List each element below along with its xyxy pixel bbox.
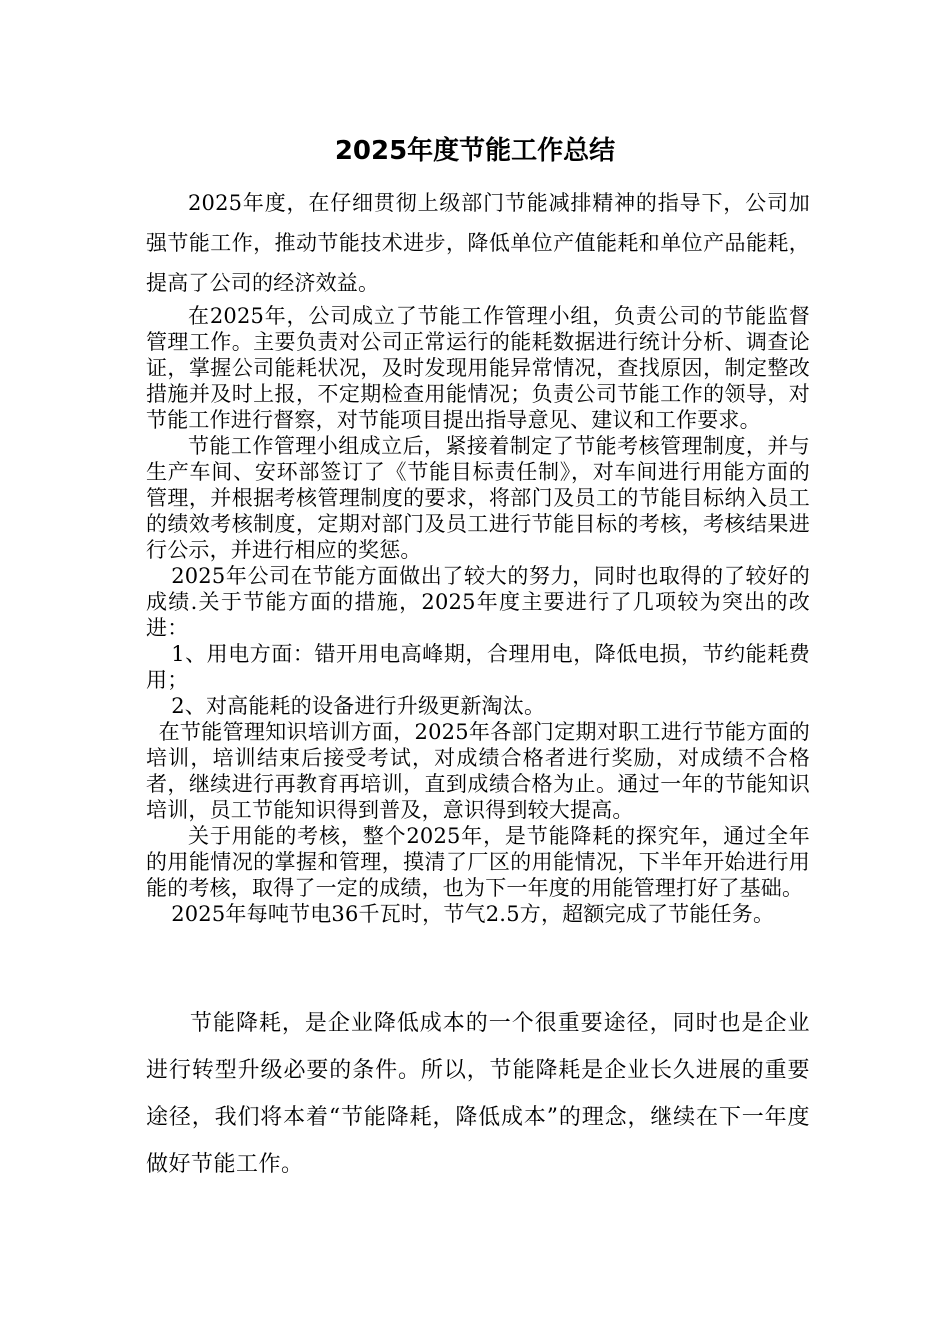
paragraph-results: 2025年每吨节电36千瓦时，节气2.5方，超额完成了节能任务。 <box>171 902 775 926</box>
document-body <box>146 183 810 927</box>
paragraph-energy-assessment: 关于用能的考核，整个2025年，是节能降耗的探究年，通过全年的用能情况的掌握和管理，摸清了厂区的用能情况，下半年开始进行用能的考核，取得了一定的成绩，也为下一年度的用能管理打好了基础。 <box>146 824 810 900</box>
paragraph-assessment-system: 节能工作管理小组成立后，紧接着制定了节能考核管理制度，并与生产车间、安环部签订了《节能目标责任制》，对车间进行用能方面的管理，并根据考核管理制度的要求，将部门及员工的节能目标纳入员工的绩效考核制度，定期对部门及员工进行节能目标的考核，考核结果进行公示，并进行相应的奖惩。 <box>146 434 810 562</box>
page-title: 2025年度节能工作总结 <box>334 136 616 166</box>
list-item-equipment: 2、对高能耗的设备进行升级更新淘汰。 <box>171 694 546 718</box>
paragraph-training: 在节能管理知识培训方面，2025年各部门定期对职工进行节能方面的培训，培训结束后接受考试，对成绩合格者进行奖励，对成绩不合格者，继续进行再教育再培训，直到成绩合格为止。通过一年的节能知识培训，员工节能知识得到普及，意识得到较大提高。 <box>146 720 810 822</box>
paragraph-closing: 节能降耗，是企业降低成本的一个很重要途径，同时也是企业进行转型升级必要的条件。所以，节能降耗是企业长久进展的重要途径，我们将本着“节能降耗，降低成本”的理念，继续在下一年度做好节能工作。 <box>146 1011 810 1177</box>
list-item-electricity: 1、用电方面：错开用电高峰期，合理用电，降低电损，节约能耗费用； <box>146 642 810 692</box>
paragraph-achievements: 2025年公司在节能方面做出了较大的努力，同时也取得的了较好的成绩.关于节能方面的措施，2025年度主要进行了几项较为突出的改进： <box>146 564 810 640</box>
paragraph-intro: 2025年度，在仔细贯彻上级部门节能减排精神的指导下，公司加强节能工作，推动节能技术进步，降低单位产值能耗和单位产品能耗，提高了公司的经济效益。 <box>146 191 810 295</box>
paragraph-group-formation: 在2025年，公司成立了节能工作管理小组，负责公司的节能监督管理工作。主要负责对公司正常运行的能耗数据进行统计分析、调查论证，掌握公司能耗状况，及时发现用能异常情况，查找原因，制定整改措施并及时上报，不定期检查用能情况；负责公司节能工作的领导，对节能工作进行督察，对节能项目提出指导意见、建议和工作要求。 <box>146 304 810 432</box>
